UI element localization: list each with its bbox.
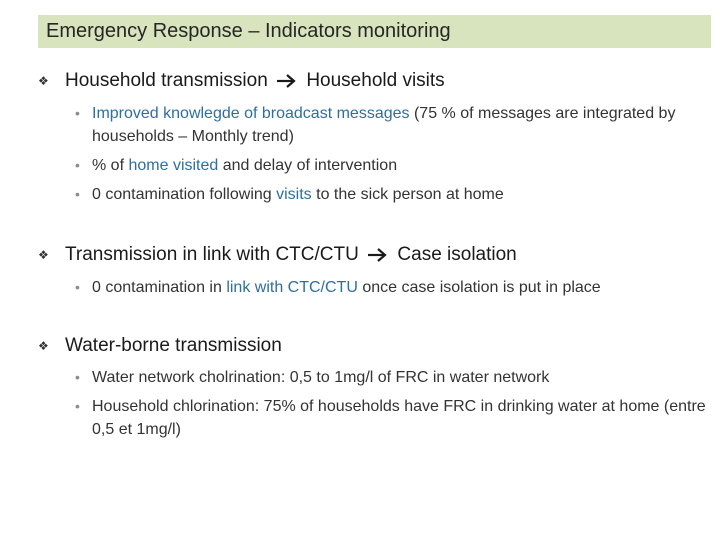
section-title <box>65 70 445 92</box>
list-item: • Water network cholrination: 0,5 to 1mg/l of FRC in water network <box>75 366 708 389</box>
slide-title: Emergency Response – Indicators monitoring <box>46 20 451 42</box>
title-bar <box>38 15 711 48</box>
section-title-action: Case isolation <box>397 244 517 265</box>
section-water-borne <box>38 333 708 447</box>
list-item: • Improved knowlegde of broadcast messages (75 % of messages are integrated by households – Monthly trend) <box>75 102 708 148</box>
square-bullet-icon: ❖ <box>38 339 49 353</box>
section-title-action: Household visits <box>306 70 445 91</box>
item-list <box>38 366 708 441</box>
right-arrow-icon <box>276 73 298 89</box>
square-bullet-icon: ❖ <box>38 74 49 88</box>
item-list <box>38 276 708 299</box>
list-item: • Household chlorination: 75% of households have FRC in drinking water at home (entre 0,5 et 1mg/l) <box>75 395 708 441</box>
section-heading <box>38 333 708 359</box>
section-ctc-transmission <box>38 242 708 305</box>
section-title-cause: Household transmission <box>65 70 268 91</box>
section-title <box>65 244 517 266</box>
section-title: Water-borne transmission <box>65 335 282 356</box>
section-household-transmission <box>38 68 708 212</box>
section-heading <box>38 242 708 268</box>
list-item: • 0 contamination in link with CTC/CTU once case isolation is put in place <box>75 276 708 299</box>
right-arrow-icon <box>367 247 389 263</box>
list-item: • % of home visited and delay of intervention <box>75 154 708 177</box>
section-heading <box>38 68 708 94</box>
list-item: • 0 contamination following visits to the sick person at home <box>75 183 708 206</box>
section-title-cause: Transmission in link with CTC/CTU <box>65 244 359 265</box>
square-bullet-icon: ❖ <box>38 248 49 262</box>
item-list <box>38 102 708 206</box>
